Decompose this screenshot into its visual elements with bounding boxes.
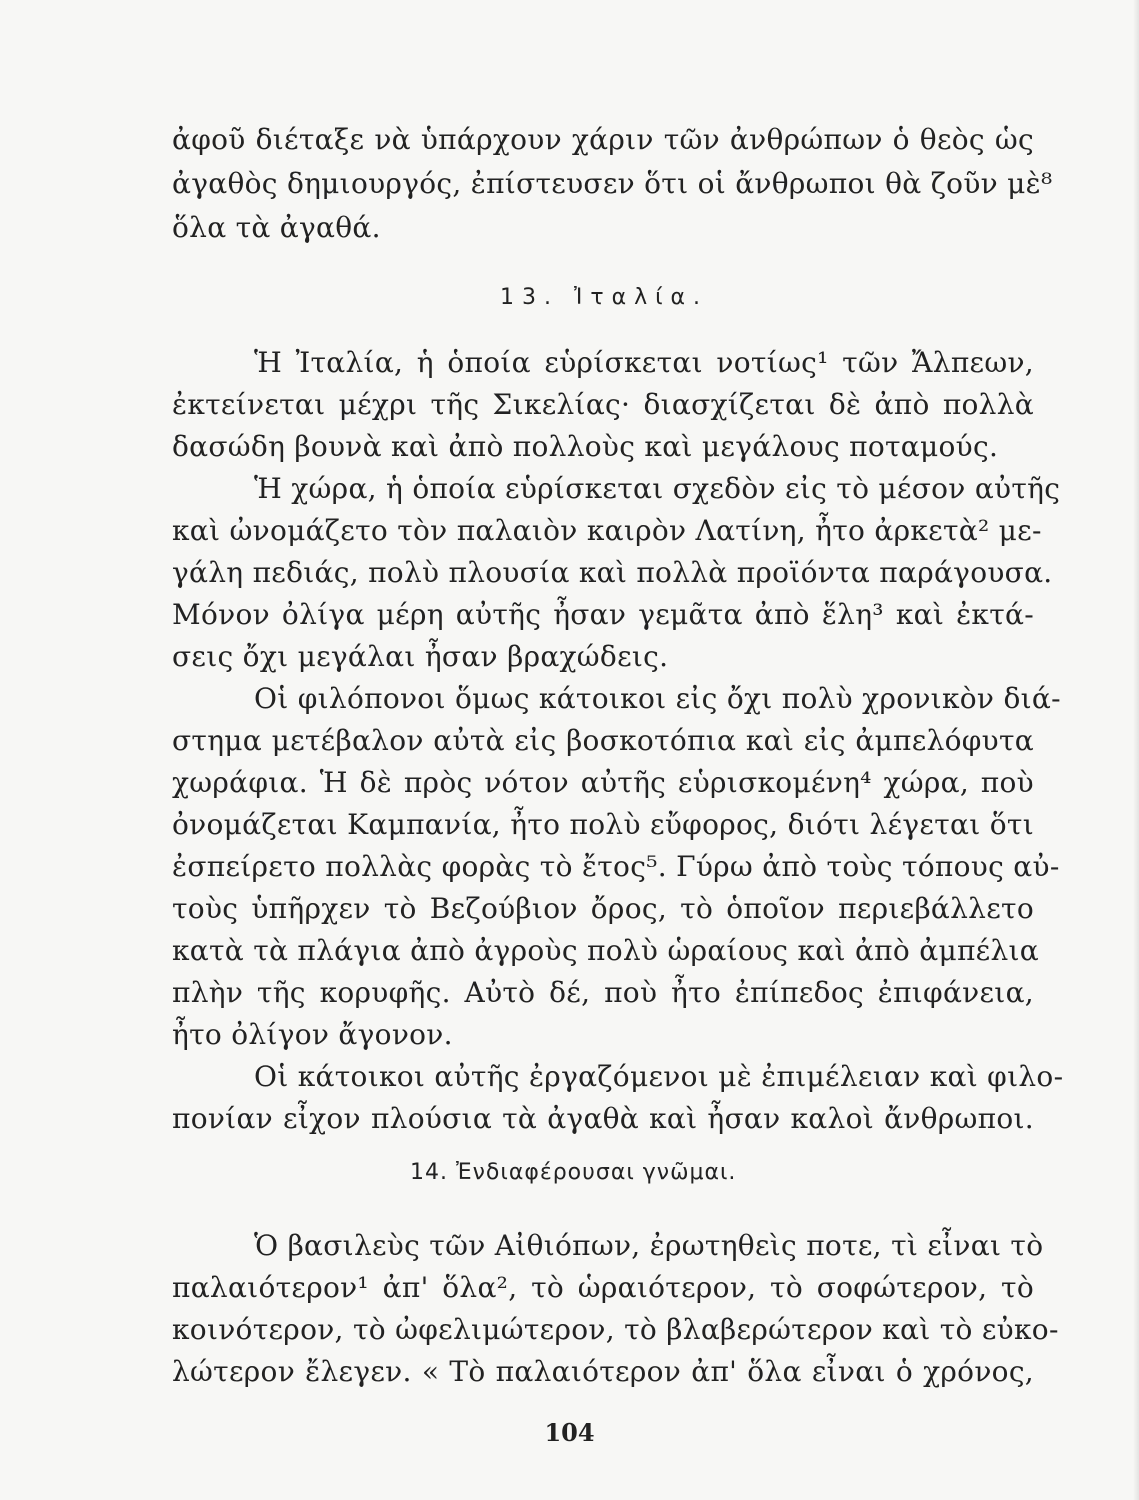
text-line: ἀγαθὸς δημιουργός, ἐπίστευσεν ὅτι οἱ ἄνθρωποι θὰ ζοῦν μὲ⁸ bbox=[172, 167, 1053, 200]
text-line: σεις ὄχι μεγάλαι ἦσαν βραχώδεις. bbox=[172, 640, 669, 673]
page-edge-shadow bbox=[1133, 0, 1139, 1500]
text-line: ὀνομάζεται Καμπανία, ἦτο πολὺ εὔφορος, διότι λέγεται ὅτι bbox=[172, 808, 1034, 841]
text-line: πλὴν τῆς κορυφῆς. Αὐτὸ δέ, ποὺ ἦτο ἐπίπεδος ἐπιφάνεια, bbox=[172, 976, 1034, 1009]
text-line: καὶ ὠνομάζετο τὸν παλαιὸν καιρὸν Λατίνη, ἦτο ἀρκετὰ² με- bbox=[172, 514, 1042, 547]
page-number: 104 bbox=[544, 1418, 595, 1447]
text-line: Ἡ Ἰταλία, ἡ ὁποία εὑρίσκεται νοτίως¹ τῶν Ἄλπεων, bbox=[254, 346, 1034, 379]
text-line: ἐσπείρετο πολλὰς φορὰς τὸ ἔτος⁵. Γύρω ἀπὸ τοὺς τόπους αὐ- bbox=[172, 850, 1060, 883]
text-line: ἀφοῦ διέταξε νὰ ὑπάρχουν χάριν τῶν ἀνθρώπων ὁ θεὸς ὡς bbox=[172, 123, 1034, 156]
text-line: κατὰ τὰ πλάγια ἀπὸ ἀγροὺς πολὺ ὡραίους καὶ ἀπὸ ἀμπέλια bbox=[172, 934, 1039, 967]
text-line: ὅλα τὰ ἀγαθά. bbox=[172, 211, 381, 244]
text-line: Οἱ κάτοικοι αὐτῆς ἐργαζόμενοι μὲ ἐπιμέλειαν καὶ φιλο- bbox=[254, 1060, 1064, 1093]
text-line: λώτερον ἔλεγεν. « Τὸ παλαιότερον ἀπ' ὅλα εἶναι ὁ χρόνος, bbox=[172, 1355, 1034, 1388]
text-line: Οἱ φιλόπονοι ὅμως κάτοικοι εἰς ὄχι πολὺ χρονικὸν διά- bbox=[254, 682, 1061, 715]
text-line: γάλη πεδιάς, πολὺ πλουσία καὶ πολλὰ προϊόντα παράγουσα. bbox=[172, 556, 1053, 589]
text-line: Ἡ χώρα, ἡ ὁποία εὑρίσκεται σχεδὸν εἰς τὸ μέσον αὐτῆς bbox=[254, 472, 1061, 505]
text-line: τοὺς ὑπῆρχεν τὸ Βεζούβιον ὄρος, τὸ ὁποῖον περιεβάλλετο bbox=[172, 892, 1034, 925]
text-line: χωράφια. Ἡ δὲ πρὸς νότον αὐτῆς εὑρισκομένη⁴ χώρα, ποὺ bbox=[172, 766, 1034, 799]
text-line: Μόνον ὀλίγα μέρη αὐτῆς ἦσαν γεμᾶτα ἀπὸ ἕλη³ καὶ ἐκτά- bbox=[172, 598, 1034, 631]
text-line: ἦτο ὀλίγον ἄγονον. bbox=[172, 1018, 453, 1051]
text-line: δασώδη βουνὰ καὶ ἀπὸ πολλοὺς καὶ μεγάλους ποταμούς. bbox=[172, 430, 999, 463]
section-heading-13: 13. Ἰταλία. bbox=[500, 285, 709, 310]
text-line: Ὁ βασιλεὺς τῶν Αἰθιόπων, ἐρωτηθεὶς ποτε, τὶ εἶναι τὸ bbox=[254, 1229, 1044, 1262]
text-line: κοινότερον, τὸ ὠφελιμώτερον, τὸ βλαβερώτερον καὶ τὸ εὐκο- bbox=[172, 1313, 1059, 1346]
text-line: παλαιότερον¹ ἀπ' ὅλα², τὸ ὡραιότερον, τὸ σοφώτερον, τὸ bbox=[172, 1271, 1034, 1304]
text-line: ἐκτείνεται μέχρι τῆς Σικελίας· διασχίζεται δὲ ἀπὸ πολλὰ bbox=[172, 388, 1034, 421]
text-line: πονίαν εἶχον πλούσια τὰ ἀγαθὰ καὶ ἦσαν καλοὶ ἄνθρωποι. bbox=[172, 1102, 1034, 1135]
text-line: στημα μετέβαλον αὐτὰ εἰς βοσκοτόπια καὶ εἰς ἀμπελόφυτα bbox=[172, 724, 1034, 757]
section-heading-14: 14. Ἐνδιαφέρουσαι γνῶμαι. bbox=[410, 1160, 737, 1185]
